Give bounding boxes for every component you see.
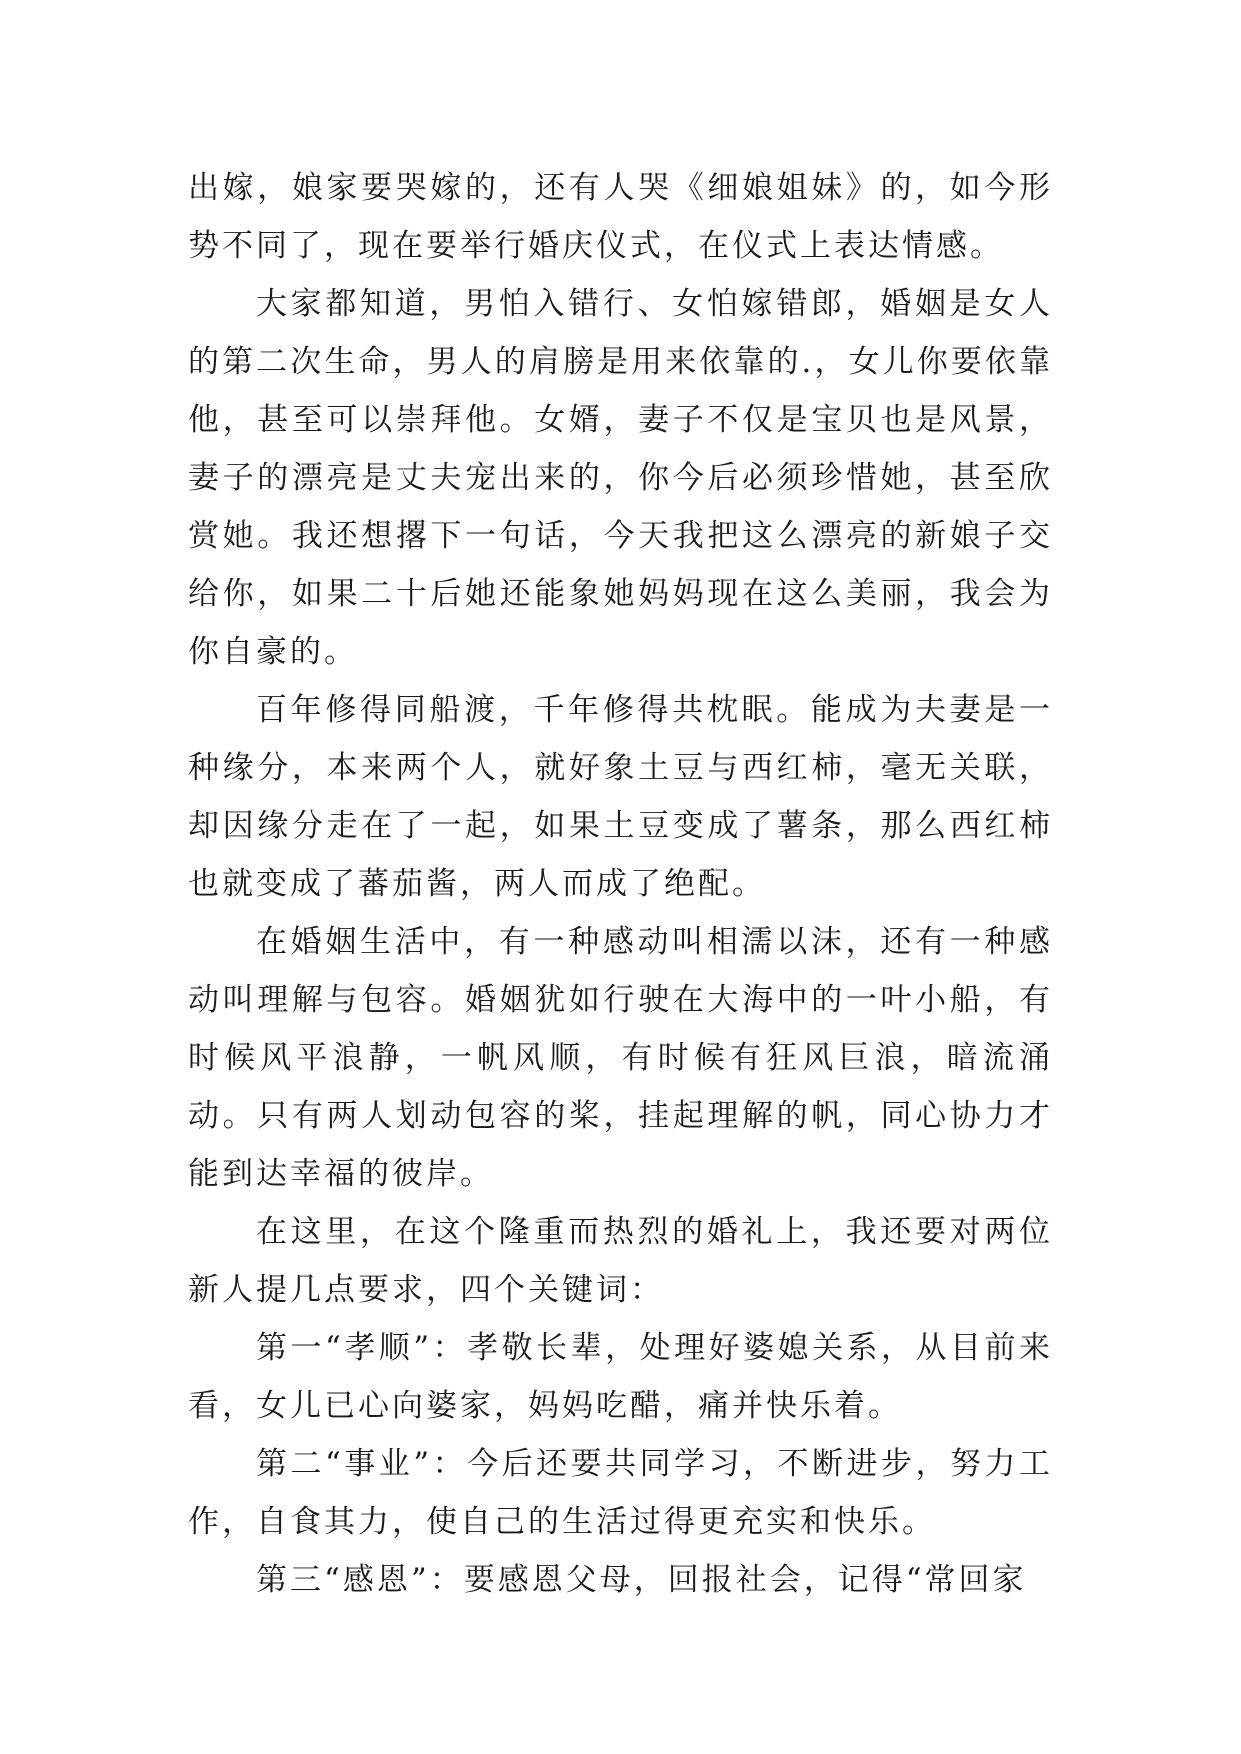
paragraph-8: 第三“感恩”：要感恩父母，回报社会，记得“常回家 (256, 1562, 1027, 1598)
paragraph-7: 第二“事业”：今后还要共同学习，不断进步，努力工作，自食其力，使自己的生活过得更充实和快乐。 (188, 1446, 1053, 1540)
paragraph-1: 出嫁，娘家要哭嫁的，还有人哭《细娘姐妹》的，如今形势不同了，现在要举行婚庆仪式，在仪式上表达情感。 (188, 170, 1053, 264)
paragraph-5: 在这里，在这个隆重而热烈的婚礼上，我还要对两位新人提几点要求，四个关键词： (188, 1214, 1053, 1308)
paragraph-2: 大家都知道，男怕入错行、女怕嫁错郎，婚姻是女人的第二次生命，男人的肩膀是用来依靠的.，女儿你要依靠他，甚至可以崇拜他。女婿，妻子不仅是宝贝也是风景，妻子的漂亮是丈夫宠出来的，你今后必须珍惜她，甚至欣赏她。我还想撂下一句话，今天我把这么漂亮的新娘子交给你，如果二十后她还能象她妈妈现在这么美丽，我会为你自豪的。 (188, 286, 1053, 670)
paragraph-6: 第一“孝顺”：孝敬长辈，处理好婆媳关系，从目前来看，女儿已心向婆家，妈妈吃醋，痛并快乐着。 (188, 1330, 1053, 1424)
paragraph-3: 百年修得同船渡，千年修得共枕眠。能成为夫妻是一种缘分，本来两个人，就好象土豆与西红柿，毫无关联，却因缘分走在了一起，如果土豆变成了薯条，那么西红柿也就变成了蕃茄酱，两人而成了绝配。 (188, 692, 1053, 902)
paragraph-4: 在婚姻生活中，有一种感动叫相濡以沫，还有一种感动叫理解与包容。婚姻犹如行驶在大海中的一叶小船，有时候风平浪静，一帆风顺，有时候有狂风巨浪，暗流涌动。只有两人划动包容的桨，挂起理解的帆，同心协力才能到达幸福的彼岸。 (188, 924, 1053, 1192)
body-text (188, 159, 1053, 1609)
